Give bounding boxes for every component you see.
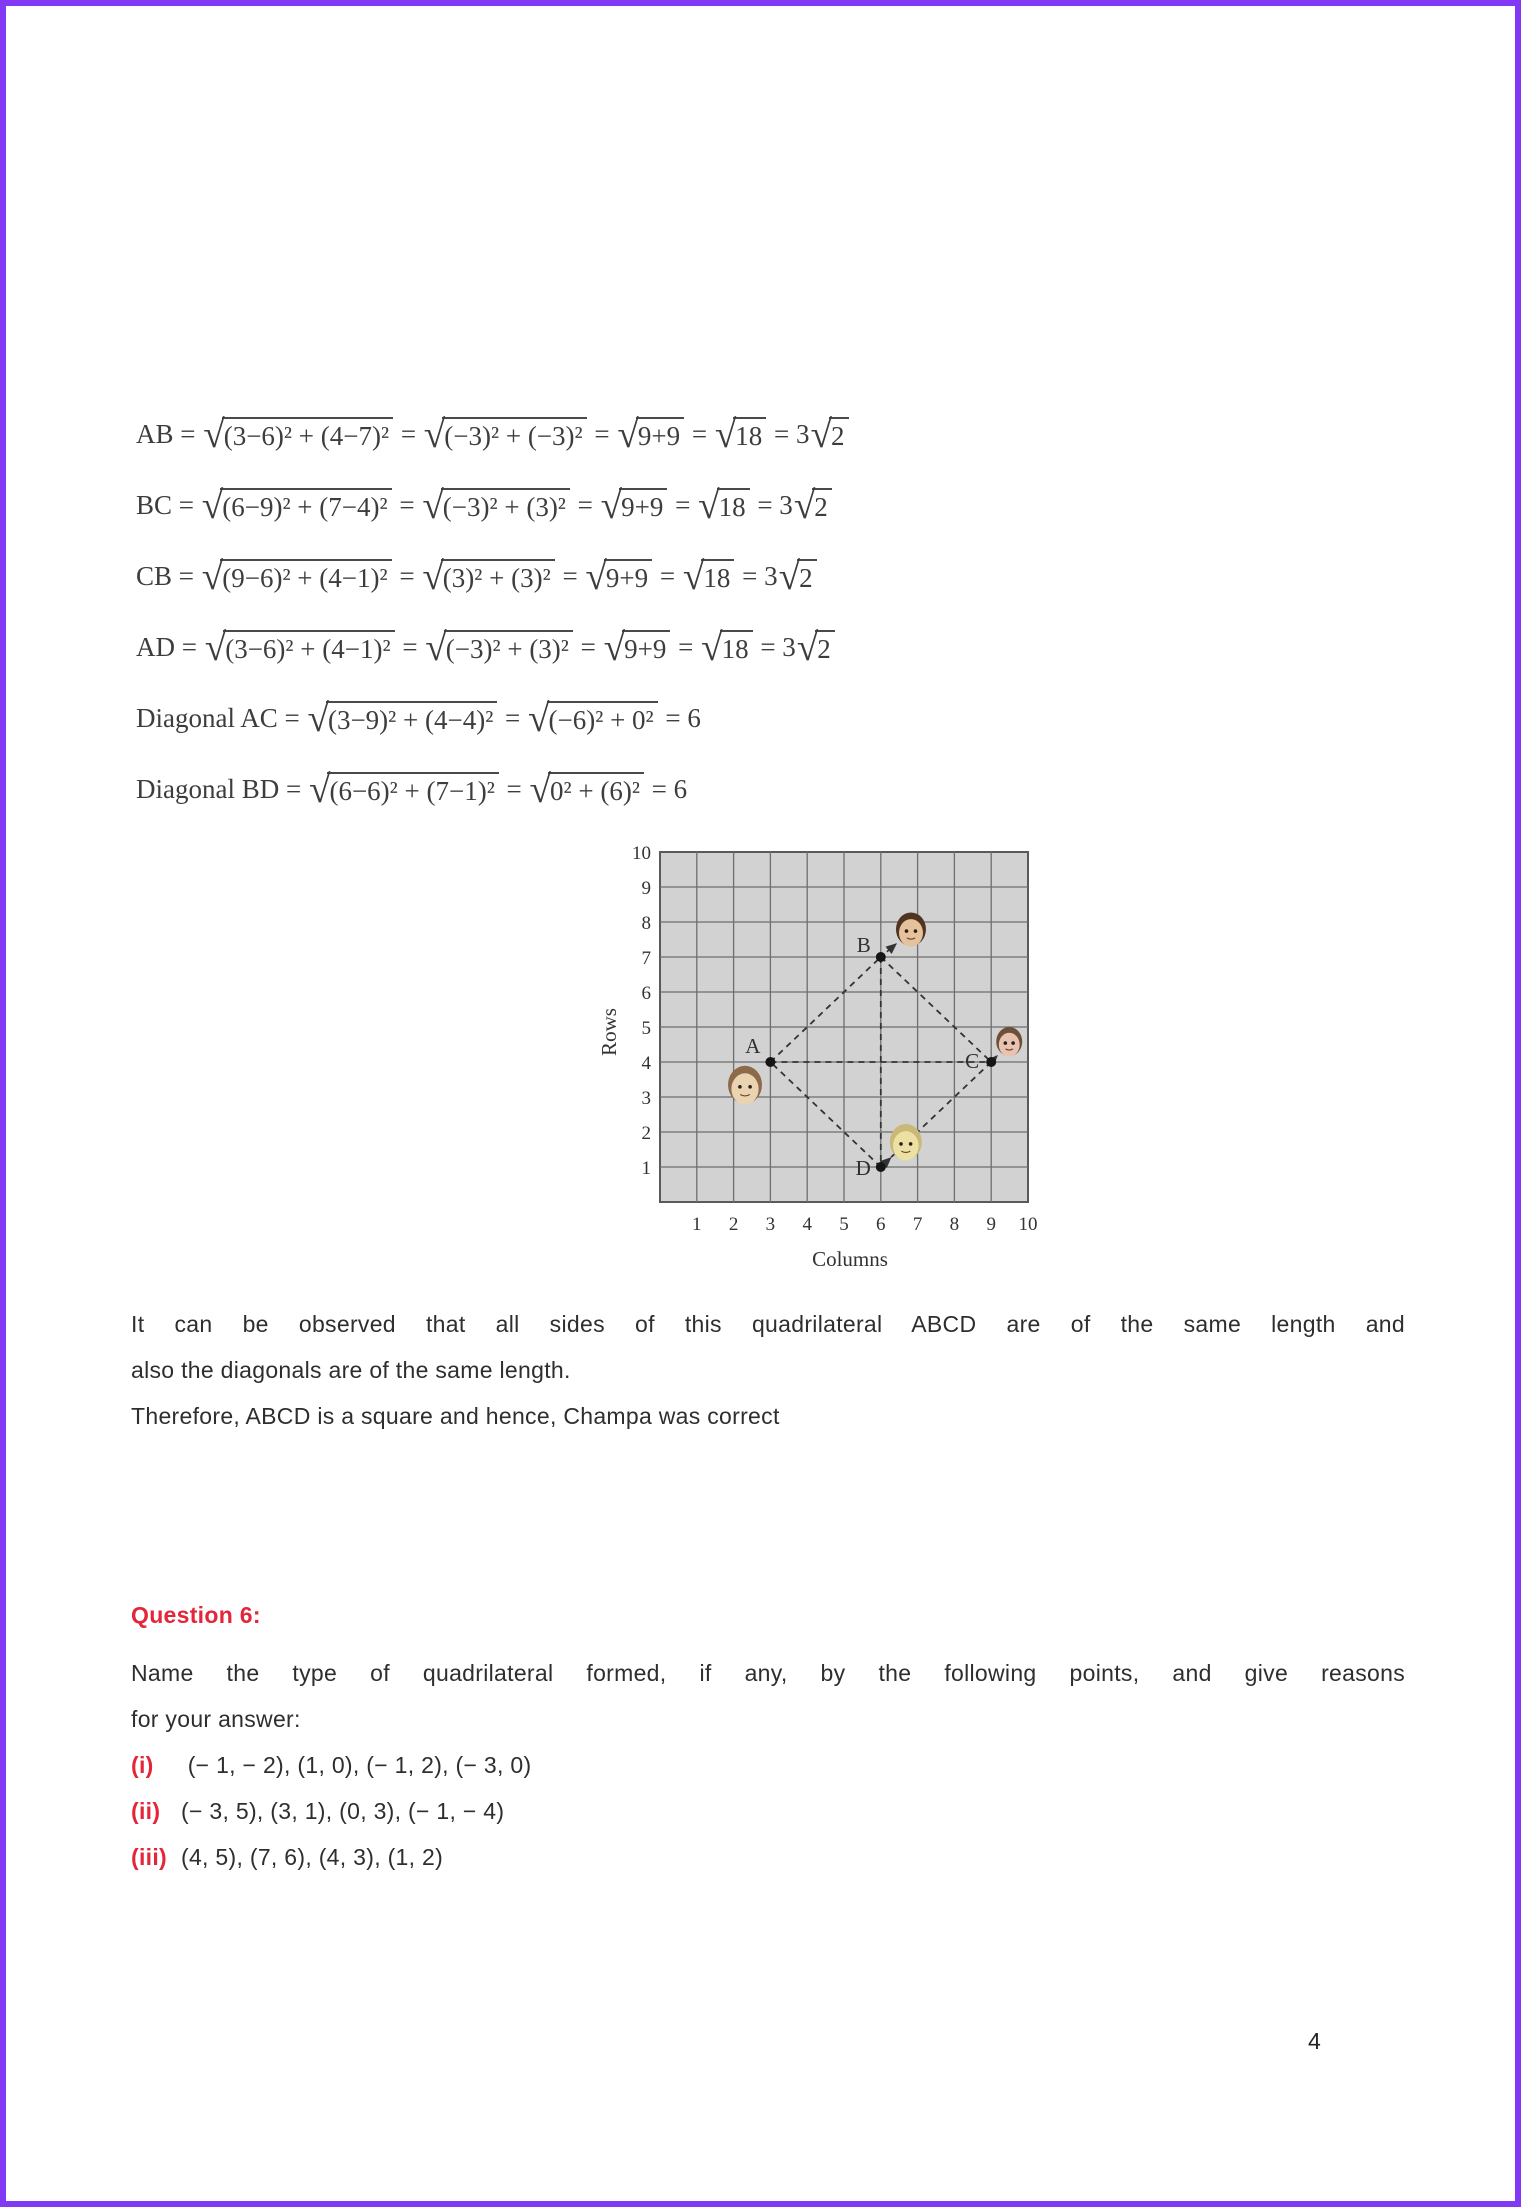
radical-sign-icon: √ bbox=[603, 625, 626, 669]
radicand: (−3)² + (3)² bbox=[444, 630, 573, 665]
radicand: (3)² + (3)² bbox=[441, 559, 555, 594]
radical-sign-icon: √ bbox=[201, 554, 224, 598]
radicand: (6−6)² + (7−1)² bbox=[327, 772, 498, 807]
radicand: (3−6)² + (4−1)² bbox=[223, 630, 394, 665]
equation-text: = bbox=[499, 774, 529, 804]
radical-sign-icon: √ bbox=[528, 696, 550, 740]
equation-text: AD = bbox=[136, 632, 204, 662]
equation-text: = 3 bbox=[753, 632, 796, 662]
equation-text: = bbox=[392, 490, 422, 520]
question-body-line: for your answer: bbox=[131, 1706, 301, 1732]
radicand: 18 bbox=[717, 488, 750, 523]
point-dot bbox=[876, 1162, 886, 1172]
radicand: 2 bbox=[812, 488, 832, 523]
radical-expression bbox=[778, 554, 817, 598]
equation-line bbox=[136, 612, 850, 683]
radical-expression bbox=[682, 554, 734, 598]
item-text: (4, 5), (7, 6), (4, 3), (1, 2) bbox=[181, 1844, 444, 1870]
y-tick-label: 8 bbox=[641, 913, 651, 934]
radical-expression bbox=[423, 412, 587, 456]
x-tick-label: 6 bbox=[876, 1214, 886, 1235]
radical-sign-icon: √ bbox=[425, 625, 447, 669]
point-label: C bbox=[965, 1049, 980, 1073]
radical-expression bbox=[425, 625, 573, 669]
x-tick-label: 9 bbox=[986, 1214, 996, 1235]
radical-sign-icon: √ bbox=[308, 767, 331, 811]
radicand: 2 bbox=[797, 559, 817, 594]
equation-text: = bbox=[671, 632, 701, 662]
radical-expression bbox=[422, 483, 570, 527]
radicand: (−6)² + 0² bbox=[547, 701, 658, 736]
equation-text: BC = bbox=[136, 490, 201, 520]
point-dot bbox=[765, 1057, 775, 1067]
item-label: (ii) bbox=[131, 1798, 161, 1824]
y-tick-label: 10 bbox=[632, 843, 651, 864]
equation-text: = bbox=[668, 490, 698, 520]
radicand: 9+9 bbox=[636, 417, 684, 452]
y-tick-label: 3 bbox=[641, 1088, 651, 1109]
radical-expression bbox=[308, 767, 499, 811]
x-tick-label: 4 bbox=[802, 1214, 812, 1235]
y-tick-label: 2 bbox=[641, 1123, 651, 1144]
radical-expression bbox=[810, 412, 849, 456]
x-tick-label: 3 bbox=[765, 1214, 776, 1235]
question-6-section bbox=[131, 1592, 1405, 1880]
x-tick-label: 10 bbox=[1018, 1214, 1038, 1235]
equation-text: = 3 bbox=[735, 561, 778, 591]
question-body-line: Name the type of quadrilateral formed, if any, by the following points, and give reasons bbox=[131, 1660, 1405, 1686]
observation-line: also the diagonals are of the same length. bbox=[131, 1357, 571, 1383]
radical-sign-icon: √ bbox=[698, 483, 720, 527]
radical-sign-icon: √ bbox=[204, 625, 227, 669]
grid-figure-svg bbox=[562, 840, 1072, 1285]
radicand: 0² + (6)² bbox=[548, 772, 644, 807]
equation-text: = bbox=[570, 490, 600, 520]
rows-columns-grid-figure bbox=[562, 840, 1072, 1290]
page-number: 4 bbox=[1308, 2028, 1321, 2054]
equation-line bbox=[136, 541, 850, 612]
radicand: (−3)² + (−3)² bbox=[442, 417, 586, 452]
y-tick-label: 1 bbox=[641, 1158, 651, 1179]
radical-sign-icon: √ bbox=[307, 696, 329, 740]
radicand: 18 bbox=[720, 630, 753, 665]
radicand: (3−9)² + (4−4)² bbox=[326, 701, 497, 736]
radical-expression bbox=[796, 625, 835, 669]
radicand: (3−6)² + (4−7)² bbox=[222, 417, 393, 452]
question-item bbox=[131, 1834, 1405, 1880]
point-dot bbox=[986, 1057, 996, 1067]
radical-sign-icon: √ bbox=[793, 483, 816, 527]
radical-sign-icon: √ bbox=[423, 412, 446, 456]
x-tick-label: 1 bbox=[692, 1214, 702, 1235]
equation-text: = bbox=[394, 419, 423, 449]
item-text: (− 3, 5), (3, 1), (0, 3), (− 1, − 4) bbox=[181, 1798, 505, 1824]
equation-text: = bbox=[498, 703, 528, 733]
equation-block bbox=[136, 399, 850, 825]
radical-expression bbox=[307, 696, 497, 740]
radical-expression bbox=[201, 483, 392, 527]
radical-sign-icon: √ bbox=[585, 554, 607, 598]
radical-sign-icon: √ bbox=[714, 412, 737, 456]
point-label: A bbox=[745, 1034, 761, 1058]
radicand: 18 bbox=[701, 559, 734, 594]
radicand: 2 bbox=[829, 417, 849, 452]
observation-text bbox=[131, 1301, 1405, 1439]
radical-expression bbox=[204, 625, 395, 669]
question-item bbox=[131, 1742, 1405, 1788]
point-label: B bbox=[856, 933, 871, 957]
observation-line: It can be observed that all sides of this quadrilateral ABCD are of the same length and bbox=[131, 1311, 1405, 1337]
equation-text: Diagonal AC = bbox=[136, 703, 307, 733]
x-tick-label: 5 bbox=[839, 1214, 849, 1235]
radicand: (−3)² + (3)² bbox=[441, 488, 570, 523]
question-heading: Question 6: bbox=[131, 1602, 261, 1628]
radical-expression bbox=[585, 554, 652, 598]
question-item bbox=[131, 1788, 1405, 1834]
y-tick-label: 6 bbox=[641, 983, 651, 1004]
x-tick-label: 8 bbox=[949, 1214, 960, 1235]
radicand: 9+9 bbox=[619, 488, 667, 523]
point-dot bbox=[876, 952, 886, 962]
observation-line: Therefore, ABCD is a square and hence, Champa was correct bbox=[131, 1403, 780, 1429]
y-tick-label: 7 bbox=[641, 948, 651, 969]
equation-line bbox=[136, 754, 850, 825]
radical-sign-icon: √ bbox=[600, 483, 623, 527]
radical-sign-icon: √ bbox=[701, 625, 723, 669]
radicand: (9−6)² + (4−1)² bbox=[220, 559, 391, 594]
radical-sign-icon: √ bbox=[203, 412, 225, 456]
radicand: 9+9 bbox=[622, 630, 670, 665]
radical-expression bbox=[203, 412, 393, 456]
equation-text: = bbox=[653, 561, 682, 591]
radical-expression bbox=[201, 554, 392, 598]
radical-sign-icon: √ bbox=[682, 554, 705, 598]
rows-axis-label: Rows bbox=[597, 1008, 621, 1056]
y-tick-label: 5 bbox=[641, 1018, 651, 1039]
radicand: 2 bbox=[815, 630, 835, 665]
equation-text: = bbox=[555, 561, 585, 591]
radical-sign-icon: √ bbox=[201, 483, 224, 527]
equation-text: = bbox=[395, 632, 425, 662]
radical-sign-icon: √ bbox=[422, 483, 444, 527]
equation-text: AB = bbox=[136, 419, 203, 449]
equation-line bbox=[136, 683, 850, 754]
equation-text: = 6 bbox=[644, 774, 688, 804]
radical-expression bbox=[422, 554, 554, 598]
radical-expression bbox=[714, 412, 766, 456]
radical-expression bbox=[793, 483, 832, 527]
equation-text: = 3 bbox=[767, 419, 810, 449]
point-label: D bbox=[855, 1156, 871, 1180]
radical-sign-icon: √ bbox=[778, 554, 801, 598]
x-tick-label: 7 bbox=[912, 1214, 923, 1235]
equation-text: = 3 bbox=[750, 490, 793, 520]
y-tick-label: 4 bbox=[641, 1053, 651, 1074]
equation-text: Diagonal BD = bbox=[136, 774, 308, 804]
equation-text: = bbox=[573, 632, 603, 662]
equation-text: CB = bbox=[136, 561, 201, 591]
item-label: (iii) bbox=[131, 1844, 167, 1870]
equation-line bbox=[136, 470, 850, 541]
radicand: (6−9)² + (7−4)² bbox=[220, 488, 391, 523]
radicand: 9+9 bbox=[604, 559, 652, 594]
radical-sign-icon: √ bbox=[796, 625, 819, 669]
item-text: (− 1, − 2), (1, 0), (− 1, 2), (− 3, 0) bbox=[181, 1752, 532, 1778]
radical-expression bbox=[528, 696, 658, 740]
radical-sign-icon: √ bbox=[529, 767, 552, 811]
radical-sign-icon: √ bbox=[810, 412, 833, 456]
equation-text: = bbox=[685, 419, 714, 449]
radical-expression bbox=[617, 412, 684, 456]
radicand: 18 bbox=[733, 417, 766, 452]
radical-sign-icon: √ bbox=[422, 554, 444, 598]
item-label: (i) bbox=[131, 1752, 154, 1778]
equation-line bbox=[136, 399, 850, 470]
equation-text: = bbox=[392, 561, 422, 591]
radical-expression bbox=[603, 625, 671, 669]
x-tick-label: 2 bbox=[728, 1214, 739, 1235]
radical-expression bbox=[600, 483, 668, 527]
equation-text: = 6 bbox=[658, 703, 701, 733]
y-tick-label: 9 bbox=[641, 878, 651, 899]
radical-expression bbox=[698, 483, 749, 527]
radical-expression bbox=[529, 767, 644, 811]
columns-axis-label: Columns bbox=[812, 1247, 888, 1271]
radical-expression bbox=[701, 625, 752, 669]
equation-text: = bbox=[587, 419, 617, 449]
radical-sign-icon: √ bbox=[617, 412, 639, 456]
